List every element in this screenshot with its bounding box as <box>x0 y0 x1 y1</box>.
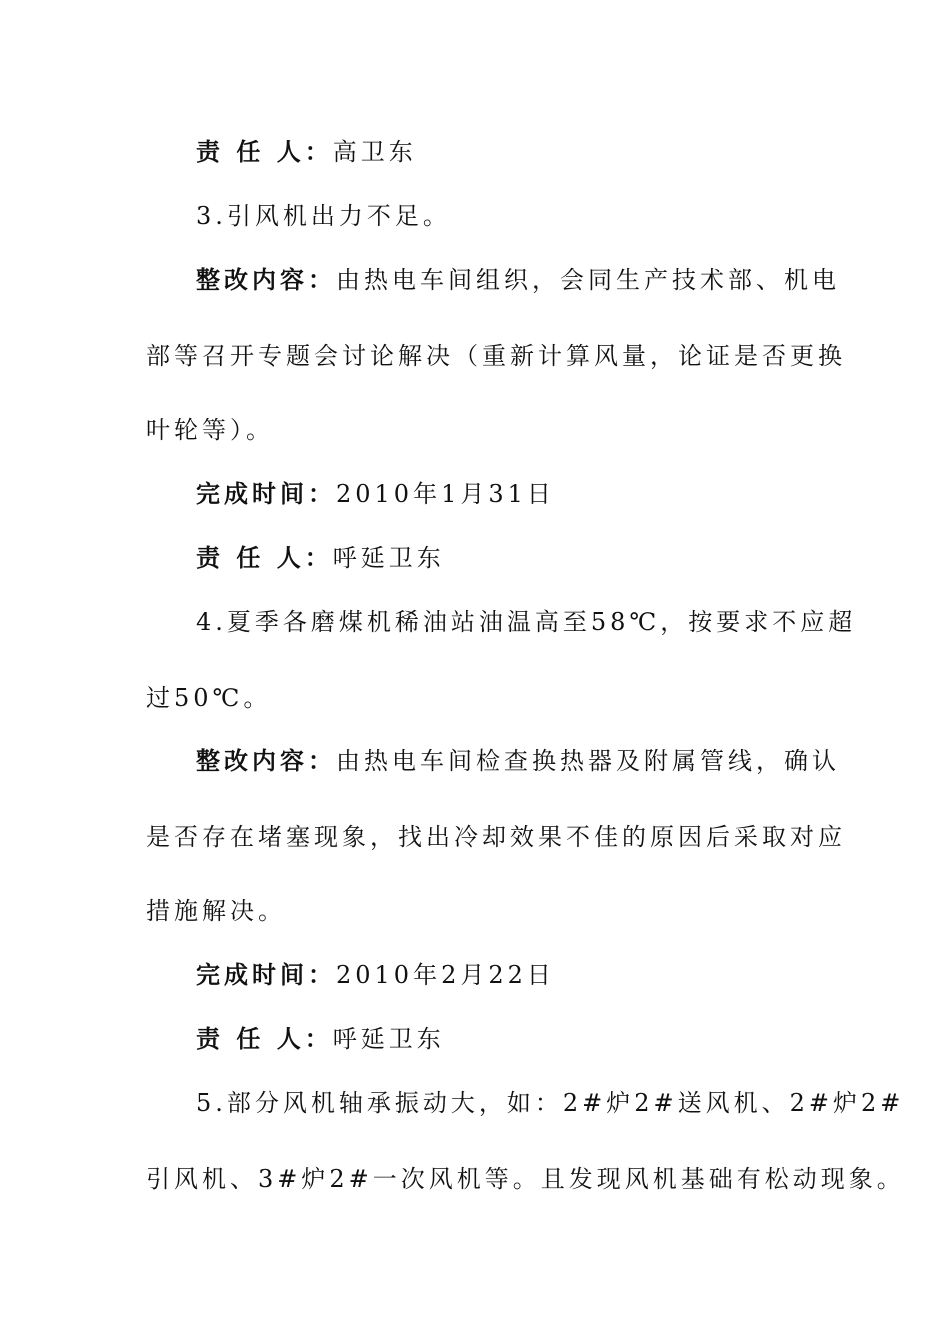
item-3-title: 3.引风机出力不足。 <box>196 202 451 230</box>
finish-label: 完成时间： <box>196 480 336 508</box>
responsible-label: 责 任 人： <box>196 1025 333 1053</box>
paragraph-line: 叶轮等）。 <box>146 416 274 444</box>
paragraph-line: 部等召开专题会讨论解决（重新计算风量，论证是否更换 <box>146 342 846 370</box>
responsible-line-2 <box>196 543 806 573</box>
rectify-line-1 <box>196 265 840 295</box>
finish-line-1 <box>196 479 806 509</box>
finish-date: 2010年1月31日 <box>336 480 555 508</box>
item-4-title: 4.夏季各磨煤机稀油站油温高至58℃，按要求不应超 <box>196 608 857 636</box>
item-5-title: 5.部分风机轴承振动大，如：2#炉2#送风机、2#炉2# <box>196 1089 905 1117</box>
paragraph-line: 措施解决。 <box>146 897 286 925</box>
responsible-line-3 <box>196 1024 806 1054</box>
paragraph-line: 引风机、3#炉2#一次风机等。且发现风机基础有松动现象。 <box>146 1165 905 1193</box>
responsible-value: 呼延卫东 <box>332 1025 445 1053</box>
rectify-line-2 <box>196 746 840 776</box>
rectify-label: 整改内容： <box>196 747 336 775</box>
responsible-value: 高卫东 <box>332 138 417 166</box>
responsible-value: 呼延卫东 <box>332 544 445 572</box>
rectify-text: 由热电车间检查换热器及附属管线，确认 <box>336 747 840 775</box>
finish-date: 2010年2月22日 <box>336 961 555 989</box>
finish-label: 完成时间： <box>196 961 336 989</box>
rectify-label: 整改内容： <box>196 266 336 294</box>
paragraph-line: 是否存在堵塞现象，找出冷却效果不佳的原因后采取对应 <box>146 823 846 851</box>
paragraph-line: 过50℃。 <box>146 684 272 712</box>
responsible-label: 责 任 人： <box>196 138 333 166</box>
responsible-line-1 <box>196 137 806 167</box>
finish-line-2 <box>196 960 806 990</box>
responsible-label: 责 任 人： <box>196 544 333 572</box>
rectify-text: 由热电车间组织，会同生产技术部、机电 <box>336 266 840 294</box>
